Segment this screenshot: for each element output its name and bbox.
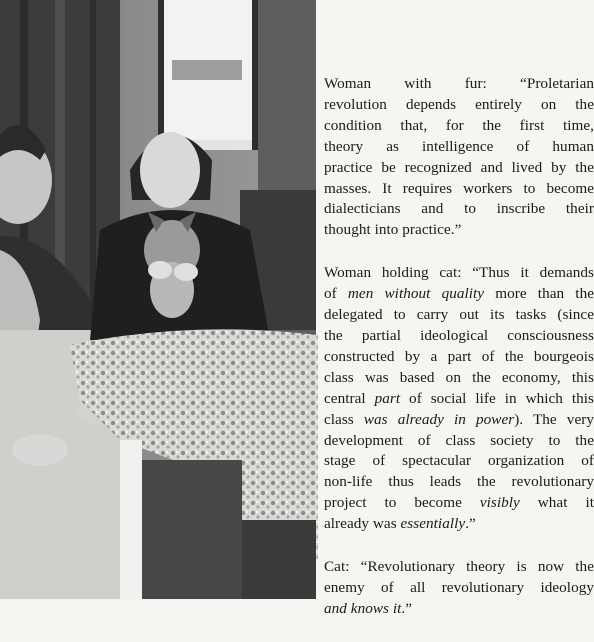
text-run: stage of spectacular organization of <box>324 452 594 470</box>
text-line <box>324 451 594 472</box>
photo-image <box>0 0 316 599</box>
text-run: condition that, for the first time, <box>324 116 594 134</box>
text-line <box>324 263 594 284</box>
text-line <box>324 74 594 95</box>
text-line <box>324 368 594 389</box>
text-run: already was <box>324 515 401 533</box>
italic-text: and knows it <box>324 599 402 617</box>
quote-paragraph-woman-with-fur <box>324 74 594 241</box>
text-run: development of class society to the <box>324 431 594 449</box>
text-line <box>324 179 594 200</box>
text-line <box>324 431 594 452</box>
text-run: thought into practice.” <box>324 221 462 239</box>
text-line <box>324 284 594 305</box>
text-run: non-life thus leads the revolutionary <box>324 473 594 491</box>
italic-text: visibly <box>479 494 520 512</box>
italic-text: was already in power <box>363 410 515 428</box>
text-run: theory as intelligence of human <box>324 137 594 155</box>
text-line <box>324 158 594 179</box>
text-run: dialecticians and to inscribe their <box>324 200 594 218</box>
text-run: .” <box>465 515 476 533</box>
text-line <box>324 95 594 116</box>
text-line <box>324 347 594 368</box>
text-run: Woman holding cat: “Thus it demands <box>324 264 594 282</box>
italic-text: part <box>374 389 401 407</box>
text-run: .” <box>401 599 413 617</box>
text-line <box>324 557 594 578</box>
text-line <box>324 410 594 431</box>
text-line <box>324 472 594 493</box>
text-run: ). The very <box>514 410 594 428</box>
text-run: masses. It requires workers to become <box>324 179 594 197</box>
text-run: central <box>324 389 375 407</box>
text-line <box>324 599 594 620</box>
text-line <box>324 514 594 535</box>
text-line <box>324 326 594 347</box>
text-run: project to become <box>324 494 480 512</box>
text-run: Woman with fur: “Proletarian <box>324 75 594 92</box>
text-run: delegated to carry out its tasks (since <box>324 306 594 324</box>
text-run: constructed by a part of the bourgeois <box>324 347 594 365</box>
text-run: class <box>324 410 364 428</box>
text-line <box>324 116 594 137</box>
text-line <box>324 220 594 241</box>
quote-paragraph-cat <box>324 557 594 620</box>
quote-column <box>324 74 594 642</box>
text-line <box>324 578 594 599</box>
text-run: what it <box>519 494 594 512</box>
text-run: revolution depends entirely on the <box>324 95 594 113</box>
text-line <box>324 199 594 220</box>
text-run: the partial ideological consciousness <box>324 326 594 344</box>
text-run: enemy of all revolutionary ideology <box>324 578 594 596</box>
text-line <box>324 137 594 158</box>
italic-text: essentially <box>400 515 466 533</box>
text-run: practice be recognized and lived by the <box>324 158 594 176</box>
text-run: Cat: “Revolutionary theory is now the <box>324 558 594 576</box>
text-run: class was based on the economy, this <box>324 368 594 386</box>
text-line <box>324 305 594 326</box>
text-run: more than the <box>484 285 594 303</box>
text-run: of social life in which this <box>400 389 594 407</box>
text-run: of <box>324 285 348 303</box>
text-line <box>324 389 594 410</box>
photograph <box>0 0 316 599</box>
italic-text: men without quality <box>347 285 485 303</box>
quote-paragraph-woman-holding-cat <box>324 263 594 535</box>
text-line <box>324 493 594 514</box>
